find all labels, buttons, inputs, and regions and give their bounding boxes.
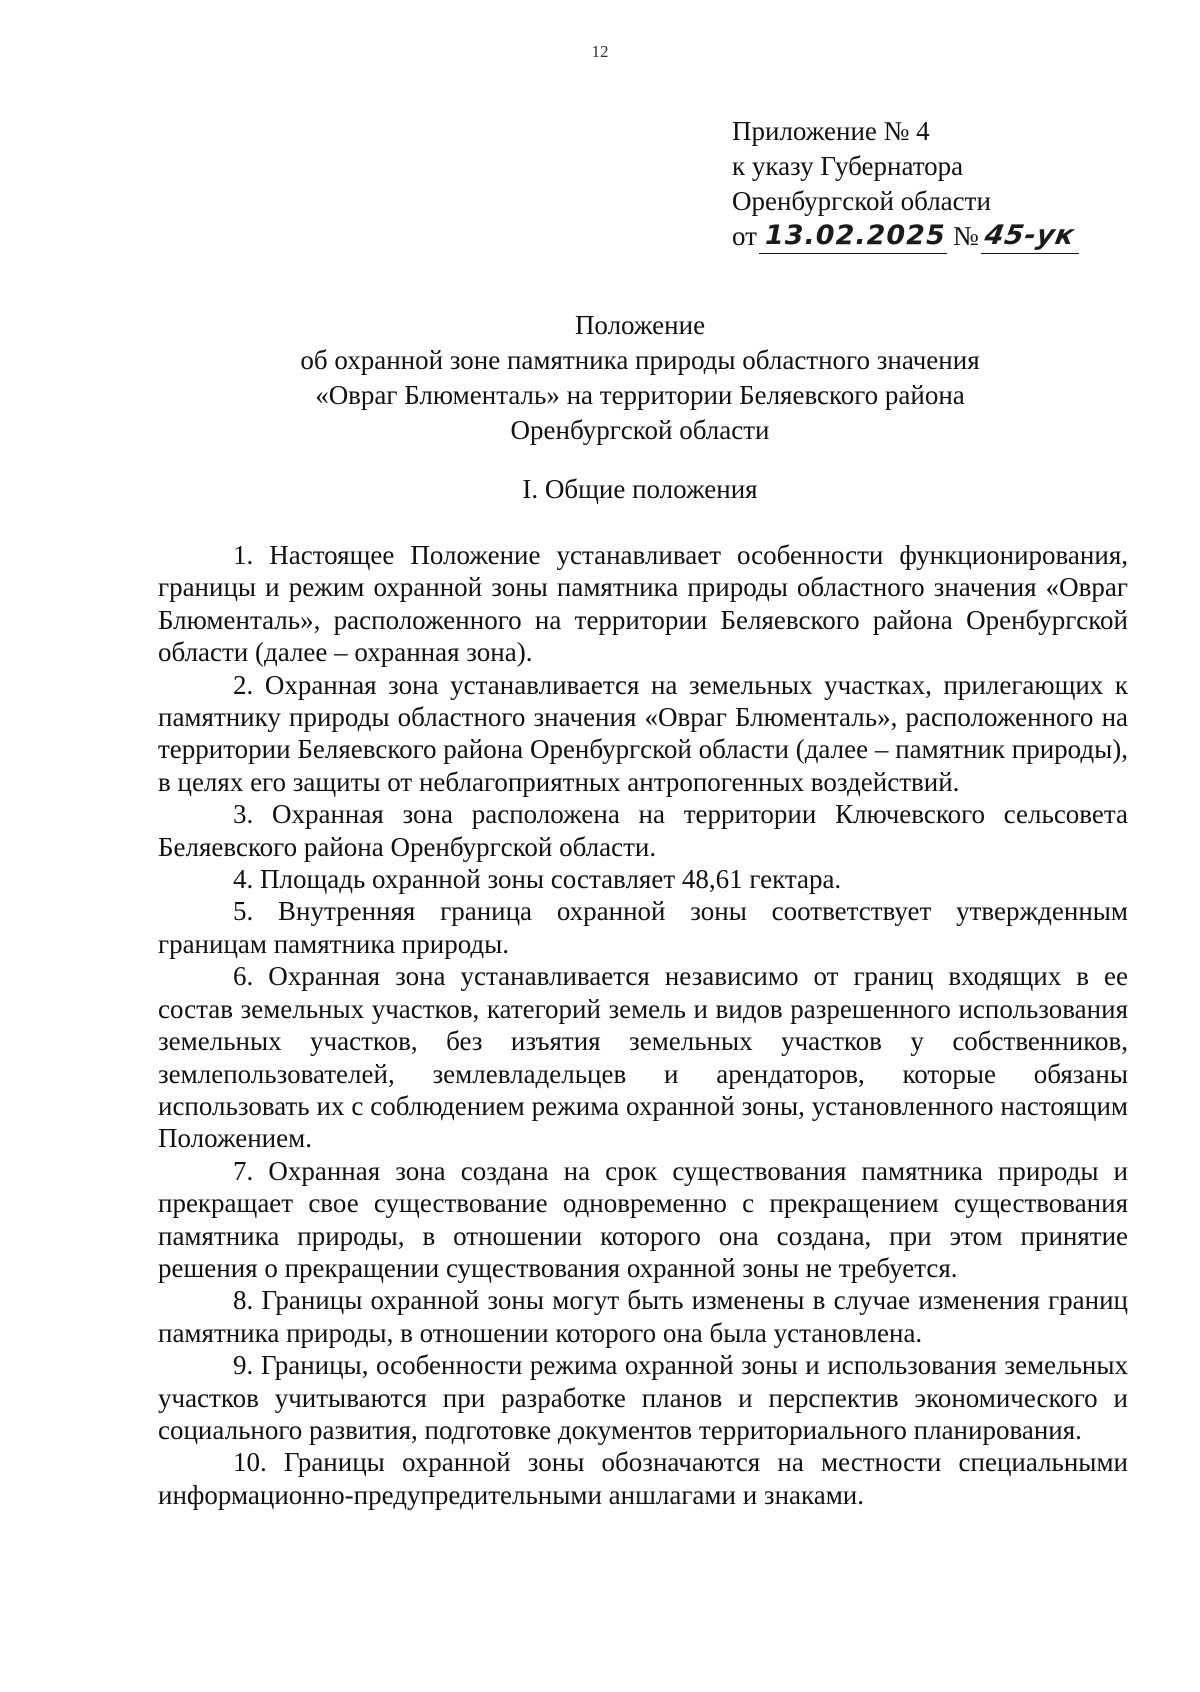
- handwritten-number: 45-ук: [981, 220, 1078, 251]
- paragraph-7: 7. Охранная зона создана на срок существования памятника природы и прекращает свое существование одновременно с прекращением существования памятника природы, в отношении которого она создана, при этом принятие решения о прекращении существования охранной зоны не требуется.: [158, 1155, 1128, 1283]
- title-line-1: Положение: [574, 310, 706, 340]
- paragraph-6: 6. Охранная зона устанавливается независимо от границ входящих в ее состав земельных участков, категорий земель и видов разрешенного использования земельных участков, без изъятия земельных участков у собственников, землепользователей, землевладельцев и арендаторов, которые обязаны использовать их с соблюдением режима охранной зоны, установленного настоящим Положением.: [158, 961, 1128, 1154]
- page-number: 12: [591, 42, 609, 61]
- appendix-title: Приложение № 4: [732, 116, 930, 146]
- date-prefix: от: [732, 221, 757, 251]
- appendix-date-number-row: [732, 219, 1079, 254]
- paragraph-3: 3. Охранная зона расположена на территории Ключевского сельсовета Беляевского района Оренбургской области.: [158, 799, 1128, 862]
- title-line-3: «Овраг Блюменталь» на территории Беляевского района: [315, 380, 965, 410]
- appendix-decree-line: к указу Губернатора: [732, 151, 964, 181]
- paragraph-8: 8. Границы охранной зоны могут быть изменены в случае изменения границ памятника природы, в отношении которого она была установлена.: [158, 1285, 1128, 1348]
- paragraph-9: 9. Границы, особенности режима охранной зоны и использования земельных участков учитываются при разработке планов и перспектив экономического и социального развития, подготовке документов территориального планирования.: [158, 1350, 1128, 1445]
- number-label: №: [952, 221, 979, 251]
- title-line-2: об охранной зоне памятника природы областного значения: [300, 345, 980, 375]
- paragraph-4: 4. Площадь охранной зоны составляет 48,61 гектара.: [233, 864, 842, 895]
- number-field: [981, 220, 1079, 254]
- paragraph-2: 2. Охранная зона устанавливается на земельных участках, прилегающих к памятнику природы областного значения «Овраг Блюменталь», расположенного на территории Беляевского района Оренбургской области (далее – памятник природы), в целях его защиты от неблагоприятных антропогенных воздействий.: [158, 669, 1128, 797]
- document-body: [158, 539, 1128, 1511]
- appendix-block: [732, 114, 1079, 254]
- appendix-region-line: Оренбургской области: [732, 186, 991, 216]
- document-title: [0, 308, 1200, 448]
- paragraph-5: 5. Внутренняя граница охранной зоны соответствует утвержденным границам памятника природы.: [158, 896, 1128, 959]
- paragraph-1: 1. Настоящее Положение устанавливает особенности функционирования, границы и режим охранной зоны памятника природы областного значения «Овраг Блюменталь», расположенного на территории Беляевского района Оренбургской области (далее – охранная зона).: [158, 540, 1128, 668]
- section-heading: I. Общие положения: [522, 474, 758, 504]
- title-line-4: Оренбургской области: [510, 415, 770, 445]
- paragraph-10: 10. Границы охранной зоны обозначаются на местности специальными информационно-предупредительными аншлагами и знаками.: [158, 1447, 1128, 1510]
- date-field: [759, 220, 947, 254]
- handwritten-date: 13.02.2025: [764, 220, 946, 251]
